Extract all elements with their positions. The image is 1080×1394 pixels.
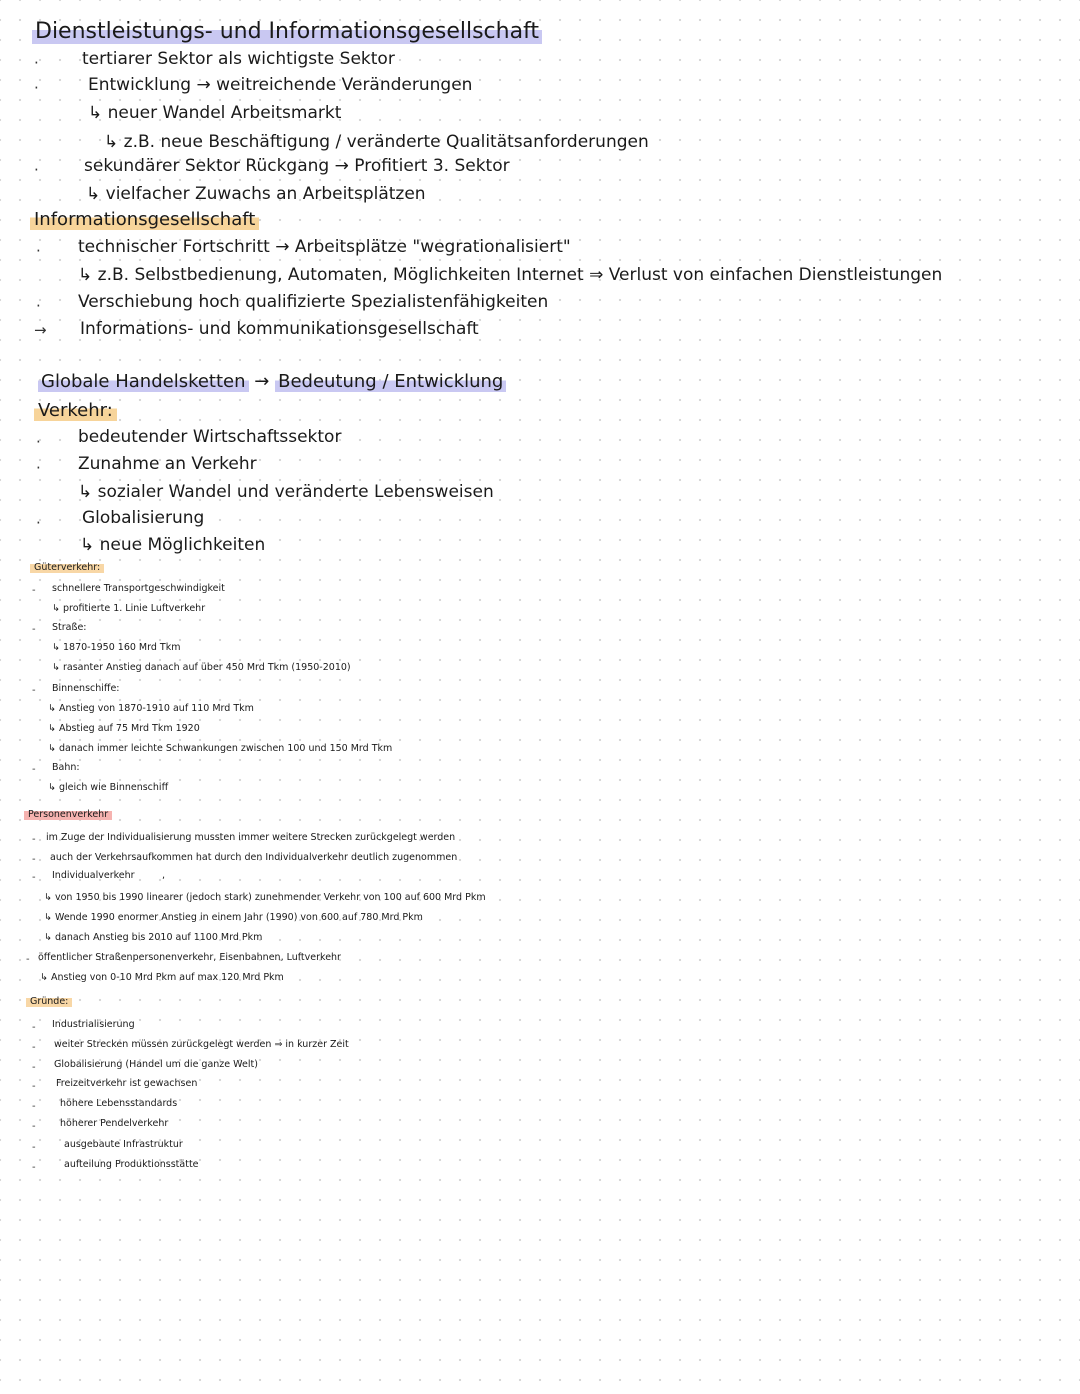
note-line: ↳ neue Möglichkeiten bbox=[80, 535, 266, 555]
note-line: ↳ danach Anstieg bis 2010 auf 1100 Mrd Pkm bbox=[44, 932, 263, 943]
note-line: Verschiebung hoch qualifizierte Spezialistenfähigkeiten bbox=[78, 292, 549, 312]
note-line: ↳ Anstieg von 0-10 Mrd Pkm auf max 120 Mrd Pkm bbox=[40, 972, 284, 983]
note-line: ↳ z.B. Selbstbedienung, Automaten, Möglichkeiten Internet ⇒ Verlust von einfachen Dienstleistungen bbox=[78, 265, 943, 285]
bullet-dot: · bbox=[34, 79, 39, 97]
note-line: ↳ Wende 1990 enormer Anstieg in einem Jahr (1990) von 600 auf 780 Mrd Pkm bbox=[44, 912, 423, 923]
section-title-gueterverkehr: Güterverkehr: bbox=[30, 563, 104, 573]
bullet-dash: - bbox=[26, 954, 30, 965]
bullet-dash: - bbox=[32, 1121, 36, 1132]
section-title-dienstleistung: Dienstleistungs- und Informationsgesellschaft bbox=[32, 20, 542, 44]
note-line: aufteilung Produktionsstätte bbox=[64, 1159, 199, 1170]
note-line: Industrialisierung bbox=[52, 1019, 135, 1030]
bullet-dash: - bbox=[32, 1022, 36, 1033]
note-line: ↳ z.B. neue Beschäftigung / veränderte Qualitätsanforderungen bbox=[104, 132, 649, 152]
bullet-dot: · bbox=[34, 161, 39, 179]
note-line: ↳ danach immer leichte Schwankungen zwischen 100 und 150 Mrd Tkm bbox=[48, 743, 393, 754]
arrow-icon: → bbox=[254, 371, 270, 392]
section-title-informationsgesellschaft: Informationsgesellschaft bbox=[30, 210, 259, 230]
section-title-handelsketten: Globale Handelsketten → Bedeutung / Entwicklung bbox=[38, 372, 506, 392]
bullet-dash: - bbox=[32, 1162, 36, 1173]
note-line: Entwicklung → weitreichende Veränderungen bbox=[88, 75, 473, 95]
section-title-personenverkehr: Personenverkehr bbox=[24, 810, 112, 820]
bullet-dash: - bbox=[32, 1142, 36, 1153]
note-line: Zunahme an Verkehr bbox=[78, 454, 257, 474]
note-line: ↳ gleich wie Binnenschiff bbox=[48, 782, 169, 793]
note-line: Binnenschiffe: bbox=[52, 683, 120, 694]
bullet-dot: · bbox=[36, 297, 41, 315]
note-line: ↳ Anstieg von 1870-1910 auf 110 Mrd Tkm bbox=[48, 703, 254, 714]
note-line: öffentlicher Straßenpersonenverkehr, Eisenbahnen, Luftverkehr bbox=[38, 952, 341, 963]
bullet-dash: - bbox=[32, 1062, 36, 1073]
note-line: ↳ neuer Wandel Arbeitsmarkt bbox=[88, 103, 342, 123]
bullet-dot: · bbox=[36, 459, 41, 477]
bullet-dash: - bbox=[32, 834, 36, 845]
note-line: ↳ 1870-1950 160 Mrd Tkm bbox=[52, 642, 181, 653]
note-line: ↳ vielfacher Zuwachs an Arbeitsplätzen bbox=[86, 184, 426, 204]
arrow-icon: → bbox=[34, 321, 47, 339]
note-line: technischer Fortschritt → Arbeitsplätze "wegrationalisiert" bbox=[78, 237, 571, 257]
bullet-dash: - bbox=[32, 1101, 36, 1112]
bullet-dot: · bbox=[36, 433, 41, 451]
note-line: Freizeitverkehr ist gewachsen bbox=[56, 1078, 198, 1089]
note-line: Bahn: bbox=[52, 762, 80, 773]
bullet-dot: · bbox=[36, 242, 41, 260]
note-line: im Zuge der Individualisierung mussten immer weitere Strecken zurückgelegt werden bbox=[46, 832, 456, 843]
note-line: Straße: bbox=[52, 622, 87, 633]
bullet-dash: - bbox=[32, 854, 36, 865]
note-line: schnellere Transportgeschwindigkeit bbox=[52, 583, 225, 594]
note-line: Globalisierung (Handel um die ganze Welt) bbox=[54, 1059, 258, 1070]
bullet-dash: - bbox=[32, 872, 36, 883]
note-line: ↳ sozialer Wandel und veränderte Lebensweisen bbox=[78, 482, 494, 502]
note-line: höherer Pendelverkehr bbox=[60, 1118, 169, 1129]
section-title-gruende: Gründe: bbox=[26, 997, 72, 1007]
bullet-dash: - bbox=[32, 685, 36, 696]
bullet-dash: - bbox=[32, 764, 36, 775]
note-line: ↳ von 1950 bis 1990 linearer (jedoch stark) zunehmender Verkehr von 100 auf 600 Mrd Pkm bbox=[44, 892, 486, 903]
bullet-dash: - bbox=[32, 585, 36, 596]
note-line: ↳ rasanter Anstieg danach auf über 450 Mrd Tkm (1950-2010) bbox=[52, 662, 351, 673]
note-line: höhere Lebensstandards bbox=[60, 1098, 178, 1109]
note-line: ↳ profitierte 1. Linie Luftverkehr bbox=[52, 603, 206, 614]
note-line: ausgebaute Infrastruktur bbox=[64, 1139, 183, 1150]
note-line: sekundärer Sektor Rückgang → Profitiert 3. Sektor bbox=[84, 156, 510, 176]
note-line: weiter Strecken müssen zurückgelegt werden ⇒ in kurzer Zeit bbox=[54, 1039, 349, 1050]
note-line: Globalisierung bbox=[82, 508, 205, 528]
bullet-dash: - bbox=[32, 1081, 36, 1092]
note-line: Informations- und kommunikationsgesellschaft bbox=[80, 319, 479, 339]
note-line: auch der Verkehrsaufkommen hat durch den Individualverkehr deutlich zugenommen bbox=[50, 852, 458, 863]
bullet-dash: - bbox=[32, 1042, 36, 1053]
note-line: ↳ Abstieg auf 75 Mrd Tkm 1920 bbox=[48, 723, 200, 734]
note-line: bedeutender Wirtschaftssektor bbox=[78, 427, 342, 447]
note-line: Individualverkehr bbox=[52, 870, 135, 881]
bullet-dash: - bbox=[32, 624, 36, 635]
note-line: tertiarer Sektor als wichtigste Sektor bbox=[82, 49, 395, 69]
bullet-dot: · bbox=[34, 54, 39, 72]
section-subtitle-verkehr: Verkehr: bbox=[34, 401, 117, 421]
bullet-dot: · bbox=[36, 514, 41, 532]
comma-mark: , bbox=[162, 870, 166, 881]
